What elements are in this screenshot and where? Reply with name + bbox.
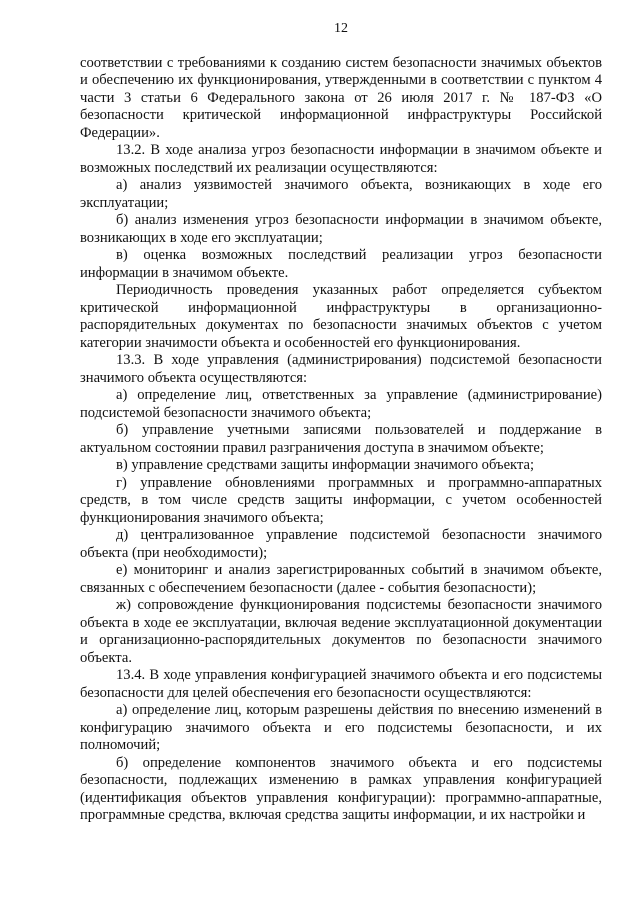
list-item: а) определение лиц, которым разрешены действия по внесению изменений в конфигурацию значимого объекта и его подсистемы безопасности, и их полномочий;: [80, 702, 602, 753]
list-item: б) управление учетными записями пользователей и поддержание в актуальном состоянии правил разграничения доступа в значимом объекте;: [80, 422, 602, 456]
paragraph: Периодичность проведения указанных работ определяется субъектом критической информационной инфраструктуры в организационно-распорядительных документах по безопасности значимых объектов с учетом категории значимости объекта и особенностей его функционирования.: [80, 282, 602, 351]
paragraph: 13.2. В ходе анализа угроз безопасности информации в значимом объекте и возможных последствий их реализации осуществляются:: [80, 142, 602, 176]
list-item: в) управление средствами защиты информации значимого объекта;: [116, 457, 535, 473]
paragraph: 13.4. В ходе управления конфигурацией значимого объекта и его подсистемы безопасности для целей обеспечения его безопасности осуществляются:: [80, 667, 602, 701]
page-number: 12: [334, 21, 348, 36]
paragraph: 13.3. В ходе управления (администрирования) подсистемой безопасности значимого объекта осуществляются:: [80, 352, 602, 386]
list-item: б) анализ изменения угроз безопасности информации в значимом объекте, возникающих в ходе его эксплуатации;: [80, 212, 602, 246]
list-item: а) анализ уязвимостей значимого объекта, возникающих в ходе его эксплуатации;: [80, 177, 602, 211]
paragraph: соответствии с требованиями к созданию систем безопасности значимых объектов и обеспечению их функционирования, утвержденными в соответствии с пунктом 4 части 3 статьи 6 Федерального закона от 26 июля 2017 г. № 187-ФЗ «О безопасности критической информационной инфраструктуры Российской Федерации».: [80, 54, 602, 141]
list-item: б) определение компонентов значимого объекта и его подсистемы безопасности, подлежащих изменению в рамках управления конфигурацией (идентификация объектов управления конфигурации): программно-аппаратные, программные средства, включая средства защиты информации, и их настройки и: [80, 754, 602, 823]
list-item: д) централизованное управление подсистемой безопасности значимого объекта (при необходимости);: [80, 527, 602, 561]
document-page: [80, 20, 602, 825]
list-item: е) мониторинг и анализ зарегистрированных событий в значимом объекте, связанных с обеспечением безопасности (далее - события безопасности);: [80, 562, 602, 596]
list-item: в) оценка возможных последствий реализации угроз безопасности информации в значимом объекте.: [80, 247, 602, 281]
list-item: а) определение лиц, ответственных за управление (администрирование) подсистемой безопасности значимого объекта;: [80, 387, 602, 421]
list-item: г) управление обновлениями программных и программно-аппаратных средств, в том числе средств защиты информации, с учетом особенностей функционирования значимого объекта;: [80, 474, 602, 526]
list-item: ж) сопровождение функционирования подсистемы безопасности значимого объекта в ходе ее эксплуатации, включая ведение эксплуатационной документации и организационно-распорядительных документов по безопасности значимого объекта.: [80, 597, 602, 666]
